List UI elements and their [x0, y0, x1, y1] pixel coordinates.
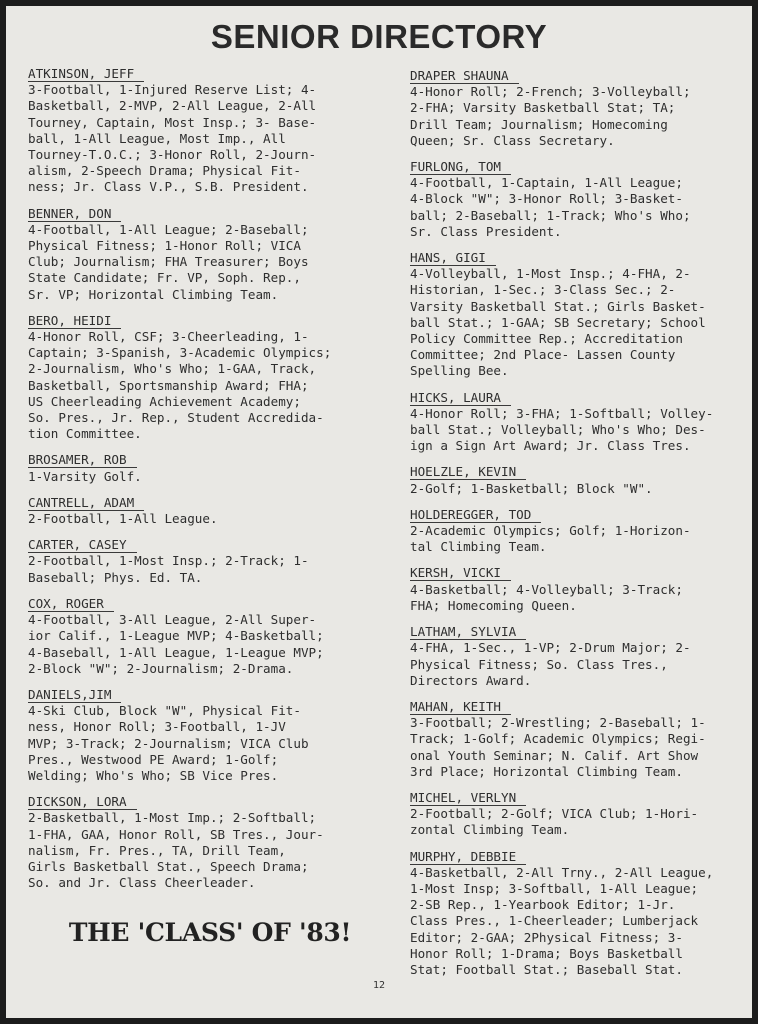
senior-name: BROSAMER, ROB — [28, 452, 137, 468]
senior-entry — [410, 624, 750, 689]
senior-name: MAHAN, KEITH — [410, 699, 511, 715]
page-number: 12 — [372, 980, 386, 991]
senior-entry — [410, 390, 750, 455]
senior-entry — [410, 464, 750, 496]
senior-details: 3-Football; 2-Wrestling; 2-Baseball; 1- Track; 1-Golf; Academic Olympics; Regi- onal Youth Seminar; N. Calif. Art Show 3rd Place; Horizontal Climbing Team. — [410, 715, 706, 779]
senior-details: 4-Basketball; 4-Volleyball; 3-Track; FHA; Homecoming Queen. — [410, 581, 683, 613]
senior-details: 4-Volleyball, 1-Most Insp.; 4-FHA, 2- Historian, 1-Sec.; 3-Class Sec.; 2- Varsity Basketball Stat.; Girls Basket- ball Stat.; 1-GAA; SB Secretary; School Policy Committee Rep.; Accreditation Committee; 2nd Place- Lassen County Spelling Bee. — [410, 266, 706, 379]
senior-entry — [28, 206, 370, 303]
senior-entry — [28, 596, 370, 677]
senior-entry — [28, 66, 370, 196]
senior-name: LATHAM, SYLVIA — [410, 624, 526, 640]
senior-name: CANTRELL, ADAM — [28, 495, 144, 511]
senior-name: DRAPER SHAUNA — [410, 68, 519, 84]
class-slogan: THE 'CLASS' OF '83! — [68, 918, 352, 947]
senior-name: KERSH, VICKI — [410, 565, 511, 581]
senior-entry — [410, 565, 750, 614]
senior-name: CARTER, CASEY — [28, 537, 137, 553]
senior-entry — [28, 537, 370, 586]
senior-entry — [410, 250, 750, 380]
yearbook-page — [6, 6, 752, 1018]
senior-details: 2-Football, 1-Most Insp.; 2-Track; 1- Baseball; Phys. Ed. TA. — [28, 553, 309, 585]
senior-entry — [28, 452, 370, 484]
senior-details: 2-Football, 1-All League. — [28, 511, 218, 527]
senior-details: 4-Football, 3-All League, 2-All Super- ior Calif., 1-League MVP; 4-Basketball; 4-Baseball, 1-All League, 1-League MVP; 2-Block "W"; 2-Journalism; 2-Drama. — [28, 612, 324, 676]
senior-details: 2-Football; 2-Golf; VICA Club; 1-Hori- zontal Climbing Team. — [410, 806, 699, 838]
senior-name: HOLDEREGGER, TOD — [410, 507, 541, 523]
senior-name: FURLONG, TOM — [410, 159, 511, 175]
senior-details: 4-Honor Roll; 3-FHA; 1-Softball; Volley- ball Stat.; Volleyball; Who's Who; Des- ign a Sign Art Award; Jr. Class Tres. — [410, 405, 714, 454]
left-column — [28, 66, 370, 901]
senior-entry — [410, 159, 750, 240]
senior-details: 4-Ski Club, Block "W", Physical Fit- ness, Honor Roll; 3-Football, 1-JV MVP; 3-Track; 2-Journalism; VICA Club Pres., Westwood PE Award; 1-Golf; Welding; Who's Who; SB Vice Pres. — [28, 703, 309, 783]
senior-name: BERO, HEIDI — [28, 313, 121, 329]
senior-name: MURPHY, DEBBIE — [410, 849, 526, 865]
senior-details: 4-Basketball, 2-All Trny., 2-All League, 1-Most Insp; 3-Softball, 1-All League; 2-SB Rep., 1-Yearbook Editor; 1-Jr. Class Pres., 1-Cheerleader; Lumberjack Editor; 2-GAA; 2Physical Fitness; 3- Honor Roll; 1-Drama; Boys Basketball Stat; Football Stat.; Baseball Stat. — [410, 864, 714, 977]
senior-details: 4-Football, 1-Captain, 1-All League; 4-Block "W"; 3-Honor Roll; 3-Basket- ball; 2-Baseball; 1-Track; Who's Who; Sr. Class President. — [410, 175, 691, 239]
senior-name: HICKS, LAURA — [410, 390, 511, 406]
senior-entry — [28, 687, 370, 784]
senior-name: DANIELS,JIM — [28, 687, 121, 703]
senior-details: 4-Honor Roll; 2-French; 3-Volleyball; 2-FHA; Varsity Basketball Stat; TA; Drill Team; Journalism; Homecoming Queen; Sr. Class Secretary. — [410, 84, 691, 148]
senior-name: MICHEL, VERLYN — [410, 790, 526, 806]
senior-details: 1-Varsity Golf. — [28, 468, 142, 484]
senior-name: HANS, GIGI — [410, 250, 496, 266]
senior-details: 4-Honor Roll, CSF; 3-Cheerleading, 1- Captain; 3-Spanish, 3-Academic Olympics; 2-Journalism, Who's Who; 1-GAA, Track, Basketball, Sportsmanship Award; FHA; US Cheerleading Achievement Academy; So. Pres., Jr. Rep., Student Accredida- tion Committee. — [28, 329, 332, 442]
senior-name: HOELZLE, KEVIN — [410, 464, 526, 480]
senior-entry — [410, 849, 750, 979]
senior-entry — [410, 699, 750, 780]
page-title: SENIOR DIRECTORY — [210, 18, 548, 55]
senior-entry — [410, 507, 750, 556]
senior-name: DICKSON, LORA — [28, 794, 137, 810]
senior-entry — [28, 313, 370, 443]
senior-details: 2-Academic Olympics; Golf; 1-Horizon- tal Climbing Team. — [410, 523, 691, 555]
senior-details: 4-Football, 1-All League; 2-Baseball; Physical Fitness; 1-Honor Roll; VICA Club; Journalism; FHA Treasurer; Boys State Candidate; Fr. VP, Soph. Rep., Sr. VP; Horizontal Climbing Team. — [28, 221, 309, 302]
senior-details: 4-FHA, 1-Sec., 1-VP; 2-Drum Major; 2- Physical Fitness; So. Class Tres., Directors Award. — [410, 640, 691, 688]
senior-name: COX, ROGER — [28, 596, 114, 612]
senior-entry — [410, 68, 750, 149]
senior-details: 2-Basketball, 1-Most Imp.; 2-Softball; 1-FHA, GAA, Honor Roll, SB Tres., Jour- nalism, Fr. Pres., TA, Drill Team, Girls Basketball Stat., Speech Drama; So. and Jr. Class Cheerleader. — [28, 810, 324, 891]
senior-name: BENNER, DON — [28, 206, 121, 222]
senior-entry — [410, 790, 750, 839]
senior-details: 2-Golf; 1-Basketball; Block "W". — [410, 480, 653, 496]
senior-details: 3-Football, 1-Injured Reserve List; 4- Basketball, 2-MVP, 2-All League, 2-All Tourney, Captain, Most Insp.; 3- Base- ball, 1-All League, Most Imp., All Tourney-T.O.C.; 3-Honor Roll, 2-Journ- alism, 2-Speech Drama; Physical Fit- ness; Jr. Class V.P., S.B. President. — [28, 82, 317, 195]
right-column — [410, 68, 750, 988]
senior-name: ATKINSON, JEFF — [28, 66, 144, 82]
senior-entry — [28, 794, 370, 891]
senior-entry — [28, 495, 370, 527]
